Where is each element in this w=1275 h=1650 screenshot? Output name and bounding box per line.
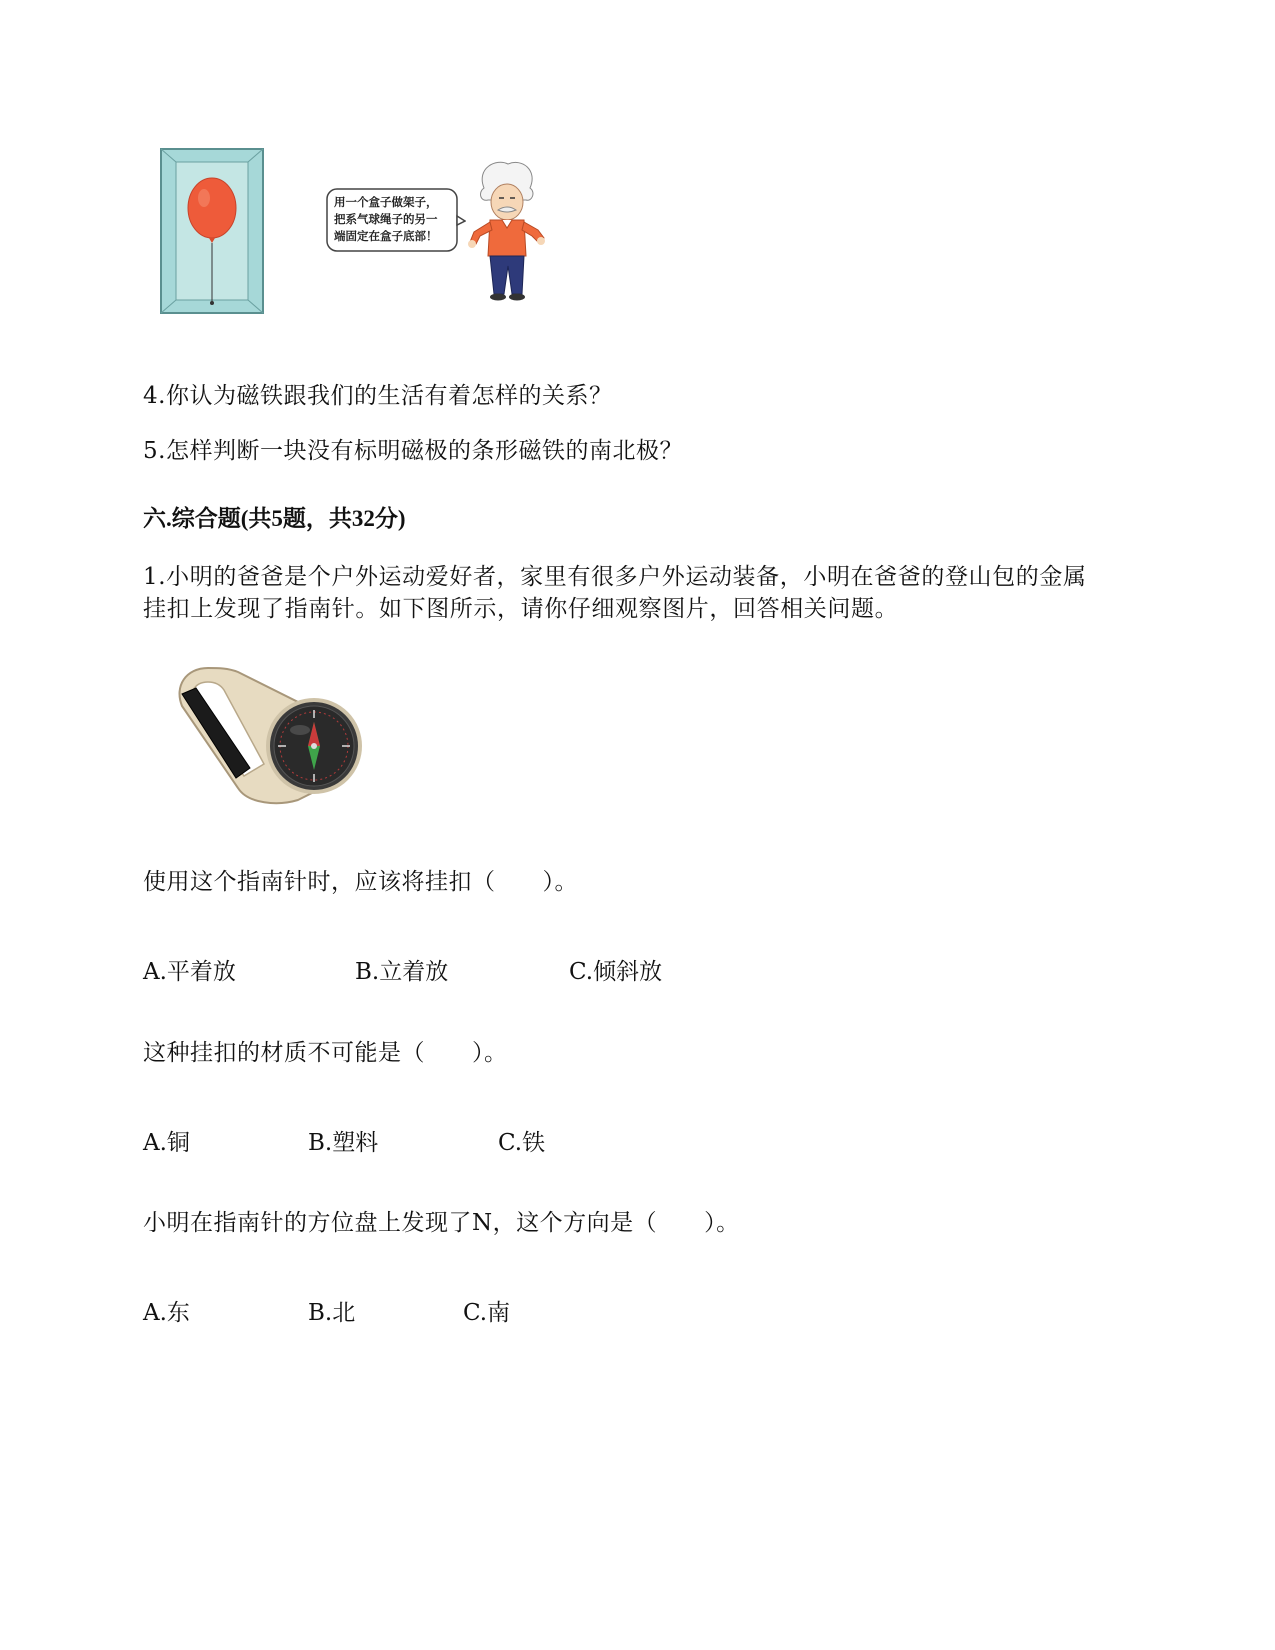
sub-q1-option-c: C.倾斜放	[569, 959, 663, 985]
balloon-box-figure	[160, 148, 265, 314]
balloon-box-illustration	[160, 148, 265, 314]
sub-question-3: 小明在指南针的方位盘上发现了N，这个方向是（ ）。	[143, 1210, 740, 1236]
sub-q3-option-c: C.南	[463, 1300, 511, 1326]
sub-q2-option-a: A.铜	[143, 1130, 190, 1156]
speech-bubble	[326, 188, 466, 254]
sub-question-2: 这种挂扣的材质不可能是（ ）。	[143, 1040, 508, 1066]
section-title: 六.综合题(共5题，共32分)	[143, 506, 406, 531]
sub-q2-option-c: C.铁	[498, 1130, 546, 1156]
speech-line-2: 把系气球绳子的另一	[334, 212, 438, 226]
scientist-illustration	[466, 158, 546, 304]
sub-q2-option-b: B.塑料	[308, 1130, 379, 1156]
speech-line-1: 用一个盒子做架子，	[334, 195, 438, 209]
question-5: 5.怎样判断一块没有标明磁极的条形磁铁的南北极？	[143, 438, 683, 464]
sub-q1-option-b: B.立着放	[355, 959, 449, 985]
sub-question-1: 使用这个指南针时，应该将挂扣（ ）。	[143, 869, 578, 895]
sub-q3-option-b: B.北	[308, 1300, 356, 1326]
sub-q3-option-a: A.东	[143, 1300, 190, 1326]
sub-q1-option-a: A.平着放	[143, 959, 236, 985]
question-4: 4.你认为磁铁跟我们的生活有着怎样的关系？	[143, 383, 613, 409]
speech-line-3: 端固定在盒子底部！	[334, 229, 438, 243]
question-1-intro: 1.小明的爸爸是个户外运动爱好者，家里有很多户外运动装备，小明在爸爸的登山包的金属挂扣上发现了指南针。如下图所示，请你仔细观察图片，回答相关问题。	[143, 564, 1087, 622]
compass-carabiner-image	[168, 660, 368, 810]
compass-carabiner-figure	[168, 660, 368, 810]
scientist-character	[466, 158, 546, 304]
